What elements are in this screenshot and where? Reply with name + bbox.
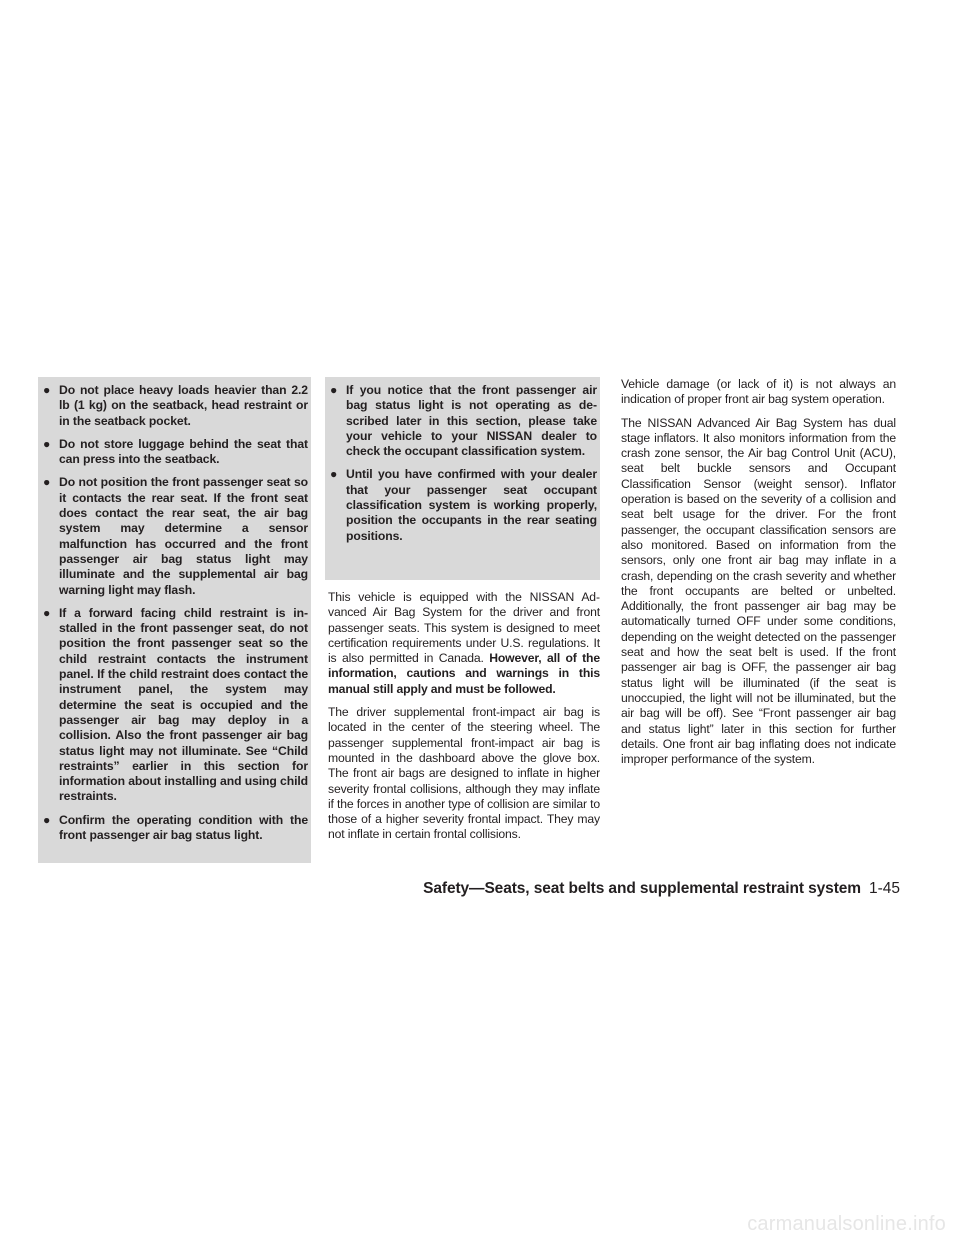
bullet-icon: ● xyxy=(43,436,51,451)
warning-text: If a forward facing child restraint is installed in the front passenger seat, do not position the front passenger seat so the child restraint contacts the instrument panel. If the child restraint does contact the instrument panel, the system may determine the seat is occupied and the passenger air bag may deploy in a collision. Also the front passenger air bag status light may not illuminate. See “Child restraints” earlier in this section for information about installing and using child restraints. xyxy=(59,605,308,804)
warning-item xyxy=(325,467,597,543)
warning-item xyxy=(38,606,308,805)
bullet-icon: ● xyxy=(43,383,51,397)
warning-text: Confirm the operating condition with the front passenger air bag status light. xyxy=(59,812,308,843)
bullet-icon: ● xyxy=(43,812,51,827)
warning-text: Do not position the front passenger seat so it contacts the rear seat. If the front seat does contact the rear seat, the air bag system may determine a sensor malfunction has occurred and the front passenger air bag status light may illuminate and the supplemental air bag warning light may flash. xyxy=(59,475,308,597)
warning-text: If you notice that the front passenger air bag status light is not operating as described later in this section, please take your vehicle to your NISSAN dealer to check the occupant classification system. xyxy=(346,383,597,459)
body-paragraph: The NISSAN Advanced Air Bag System has dual stage inflators. It also monitors information from the crash zone sensor, the Air bag Control Unit (ACU), seat belt buckle sensors and Occupant Classification Sensor (weight sensor). Inflator operation is based on the severity of a collision and seat belt usage for the driver. For the front passenger, the occupant classification sensors are also monitored. Based on information from the sensors, only one front air bag may inflate in a crash, depending on the crash severity and whether the front occupants are belted or unbelted. Additionally, the front passenger air bag may be automatically turned OFF under some conditions, depending on the weight detected on the passenger seat and how the seat belt is used. If the front passenger air bag is OFF, the passenger air bag status light will be illuminated (if the seat is unoccupied, the light will not be illuminated, but the air bag will be off). See “Front passenger air bag and status light” later in this section for further details. One front air bag inflating does not indicate improper performance of the system. xyxy=(621,415,896,767)
warning-text: Until you have confirmed with your dealer that your passenger seat occupant classification system is working properly, position the occupants in the rear seating positions. xyxy=(346,467,597,543)
warning-text: Do not store luggage behind the seat that can press into the seatback. xyxy=(59,436,308,467)
body-paragraph xyxy=(328,590,600,697)
body-column-right xyxy=(621,377,896,775)
bullet-icon: ● xyxy=(43,605,51,620)
warning-text: Do not place heavy loads heavier than 2.2 lb (1 kg) on the seatback, head restraint or in the seatback pocket. xyxy=(59,383,308,428)
section-title: Safety—Seats, seat belts and supplemental restraint system xyxy=(423,880,861,897)
bullet-icon: ● xyxy=(43,475,51,490)
warning-item xyxy=(38,383,308,429)
paragraph-text: This vehicle is equipped with the NISSAN Advanced Air Bag System for the driver and front passenger seats. This system is designed to meet certification requirements under U.S. regulations. It is also permitted in Canada. xyxy=(328,590,600,666)
warning-item xyxy=(38,475,308,597)
warning-item xyxy=(38,437,308,468)
warning-box-left xyxy=(38,377,311,863)
page-footer xyxy=(423,880,900,898)
warning-box-middle xyxy=(325,377,600,580)
warning-item xyxy=(325,383,597,459)
bullet-icon: ● xyxy=(330,467,338,482)
warning-item xyxy=(38,813,308,844)
body-column-middle xyxy=(328,590,600,851)
page-number: 1-45 xyxy=(868,880,900,897)
body-paragraph: Vehicle damage (or lack of it) is not always an indication of proper front air bag system operation. xyxy=(621,377,896,407)
watermark: carmanualsonline.info xyxy=(747,1213,946,1235)
bullet-icon: ● xyxy=(330,383,338,397)
paragraph-emphasis: However, all of the information, cautions and warnings in this manual still apply and must be followed. xyxy=(328,651,600,696)
body-paragraph: The driver supplemental front-impact air bag is located in the center of the steering wheel. The passenger supplemental front-impact air bag is mounted in the dashboard above the glove box. The front air bags are designed to inflate in higher severity frontal collisions, although they may inflate if the forces in another type of collision are similar to those of a higher severity frontal impact. They may not inflate in certain frontal collisions. xyxy=(328,705,600,842)
